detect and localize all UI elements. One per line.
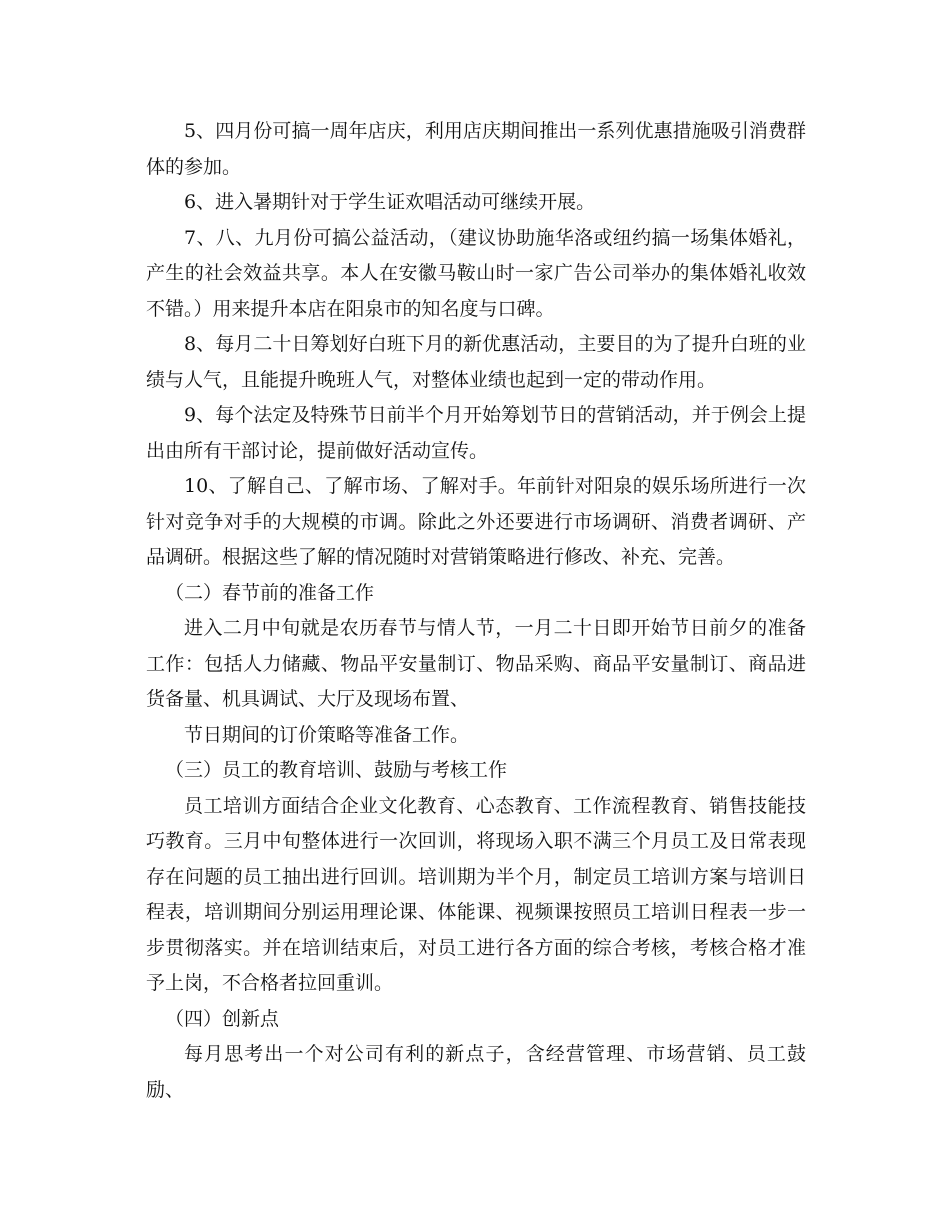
paragraph-item-6: 6、进入暑期针对于学生证欢唱活动可继续开展。 — [184, 191, 596, 213]
section-heading-staff-training: （三）员工的教育培训、鼓励与考核工作 — [165, 759, 508, 781]
paragraph-item-8: 8、每月二十日筹划好白班下月的新优惠活动，主要目的为了提升白班的业绩与人气，且能提升晚班人气，对整体业绩也起到一定的带动作用。 — [146, 333, 806, 391]
paragraph-spring-festival-prep: 进入二月中旬就是农历春节与情人节，一月二十日即开始节日前夕的准备工作：包括人力储藏、物品平安量制订、物品采购、商品平安量制订、商品进货备量、机具调试、大厅及现场布置、 — [146, 617, 806, 710]
paragraph-item-9: 9、每个法定及特殊节日前半个月开始筹划节日的营销活动，并于例会上提出由所有干部讨论，提前做好活动宣传。 — [146, 404, 806, 462]
paragraph-staff-training: 员工培训方面结合企业文化教育、心态教育、工作流程教育、销售技能技巧教育。三月中旬整体进行一次回训，将现场入职不满三个月员工及日常表现存在问题的员工抽出进行回训。培训期为半个月，制定员工培训方案与培训日程表，培训期间分别运用理论课、体能课、视频课按照员工培训日程表一步一步贯彻落实。并在培训结束后，对员工进行各方面的综合考核，考核合格才准予上岗，不合格者拉回重训。 — [146, 794, 806, 994]
paragraph-item-7: 7、八、九月份可搞公益活动，（建议协助施华洛或纽约搞一场集体婚礼，产生的社会效益共享。本人在安徽马鞍山时一家广告公司举办的集体婚礼收效不错。）用来提升本店在阳泉市的知名度与口碑。 — [146, 226, 806, 320]
section-heading-spring-festival: （二）春节前的准备工作 — [165, 581, 375, 604]
section-heading-innovation: （四）创新点 — [165, 1007, 280, 1030]
paragraph-innovation: 每月思考出一个对公司有利的新点子，含经营管理、市场营销、员工鼓励、 — [146, 1043, 806, 1101]
paragraph-item-10: 10、了解自己、了解市场、了解对手。年前针对阳泉的娱乐场所进行一次针对竞争对手的大规模的市调。除此之外还要进行市场调研、消费者调研、产品调研。根据这些了解的情况随时对营销策略进行修改、补充、完善。 — [146, 475, 806, 568]
paragraph-holiday-pricing: 节日期间的订价策略等准备工作。 — [184, 723, 470, 746]
paragraph-item-5: 5、四月份可搞一周年店庆，利用店庆期间推出一系列优惠措施吸引消费群体的参加。 — [146, 120, 806, 178]
document-body — [146, 114, 806, 1108]
